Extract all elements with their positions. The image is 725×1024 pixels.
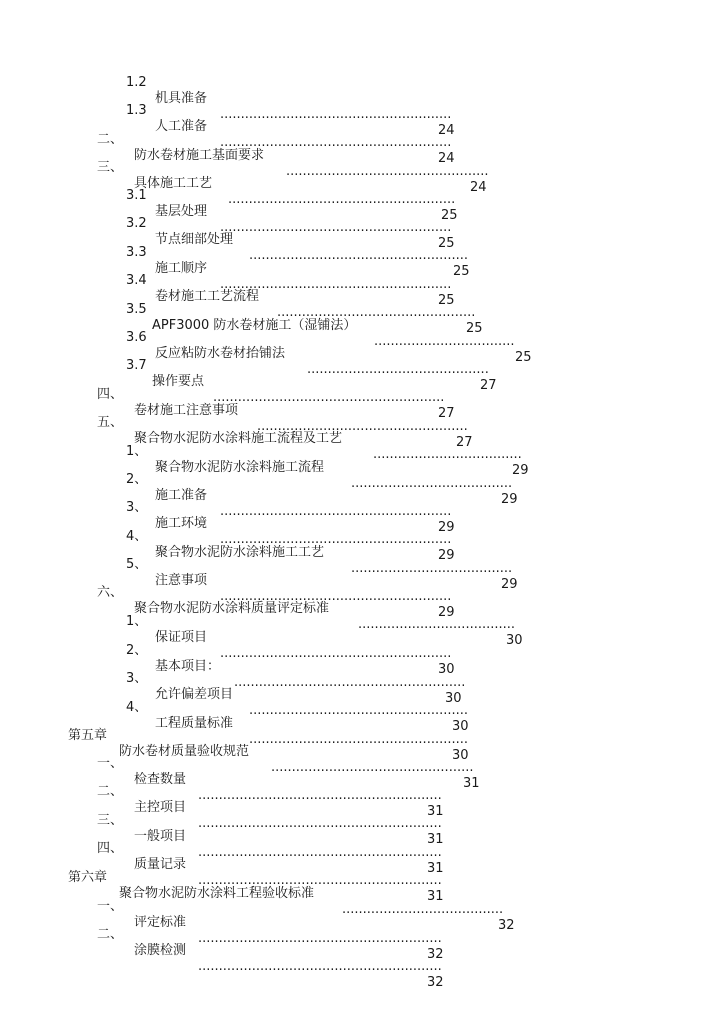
toc-title: 评定标准 — [134, 915, 187, 930]
toc-page-number: 27 — [438, 406, 455, 421]
toc-leader-dots: ........................................................ — [220, 504, 452, 519]
toc-leader-dots: ................................................... — [257, 419, 468, 434]
toc-title: 检查数量 — [134, 772, 187, 787]
toc-page-number: 25 — [438, 293, 455, 308]
toc-page-number: 27 — [456, 435, 473, 450]
toc-title: 聚合物水泥防水涂料质量评定标准 — [134, 601, 330, 616]
toc-title: 卷材施工注意事项 — [134, 403, 239, 418]
toc-leader-dots: ........................................................ — [220, 646, 452, 661]
toc-page-number: 29 — [501, 492, 518, 507]
toc-number: 四、 — [97, 387, 124, 402]
toc-page-number: 27 — [480, 378, 497, 393]
toc-title: APF3000 防水卷材施工（湿铺法） — [152, 318, 357, 333]
toc-leader-dots: ..................................................... — [249, 732, 469, 747]
toc-number: 5、 — [126, 557, 148, 572]
toc-number: 1、 — [126, 614, 148, 629]
toc-leader-dots: ........................................................ — [220, 135, 452, 150]
toc-page-number: 32 — [427, 975, 444, 990]
toc-leader-dots: ................................................. — [271, 760, 474, 775]
toc-page-number: 25 — [438, 236, 455, 251]
toc-title: 涂膜检测 — [134, 943, 187, 958]
toc-leader-dots: ....................................... — [351, 476, 513, 491]
toc-leader-dots: ........................................................... — [198, 788, 442, 803]
toc-title: 防水卷材质量验收规范 — [119, 744, 250, 759]
toc-title: 反应粘防水卷材抬铺法 — [155, 346, 286, 361]
toc-title: 施工环境 — [155, 516, 208, 531]
toc-leader-dots: ....................................................... — [228, 192, 456, 207]
toc-title: 施工准备 — [155, 488, 208, 503]
toc-leader-dots: ........................................................... — [198, 959, 442, 974]
toc-title: 基本项目： — [155, 659, 221, 674]
toc-leader-dots: ........................................................... — [198, 931, 442, 946]
toc-title: 节点细部处理 — [155, 232, 234, 247]
toc-page-number: 29 — [438, 605, 455, 620]
toc-leader-dots: ....................................... — [342, 902, 504, 917]
toc-leader-dots: ........................................................... — [198, 845, 442, 860]
toc-page-number: 31 — [427, 804, 444, 819]
toc-title: 机具准备 — [155, 91, 208, 106]
toc-page-number: 31 — [463, 776, 480, 791]
toc-number: 3.2 — [126, 216, 147, 231]
toc-number: 3.7 — [126, 358, 147, 373]
toc-number: 3、 — [126, 500, 148, 515]
toc-leader-dots: ............................................ — [307, 362, 489, 377]
toc-title: 基层处理 — [155, 204, 208, 219]
toc-page-number: 30 — [452, 748, 469, 763]
toc-number: 六、 — [97, 585, 124, 600]
toc-title: 聚合物水泥防水涂料工程验收标准 — [119, 886, 315, 901]
toc-title: 卷材施工工艺流程 — [155, 289, 260, 304]
toc-leader-dots: .................................. — [374, 334, 515, 349]
toc-title: 一般项目 — [134, 829, 187, 844]
toc-page-number: 29 — [501, 577, 518, 592]
toc-leader-dots: ........................................................ — [234, 675, 466, 690]
toc-page-number: 31 — [427, 889, 444, 904]
toc-leader-dots: ................................................. — [286, 164, 489, 179]
toc-page-number: 29 — [438, 520, 455, 535]
toc-leader-dots: ........................................................ — [220, 107, 452, 122]
toc-page-number: 29 — [512, 463, 529, 478]
toc-title: 注意事项 — [155, 573, 208, 588]
toc-title: 主控项目 — [134, 800, 187, 815]
toc-number: 2、 — [126, 472, 148, 487]
toc-number: 1.2 — [126, 75, 147, 90]
toc-title: 操作要点 — [152, 374, 205, 389]
toc-page-number: 31 — [427, 832, 444, 847]
toc-title: 人工准备 — [155, 119, 208, 134]
toc-leader-dots: ....................................... — [351, 561, 513, 576]
toc-title: 允许偏差项目 — [155, 687, 234, 702]
toc-page-number: 30 — [506, 633, 523, 648]
toc-leader-dots: ........................................................ — [220, 532, 452, 547]
toc-number: 第六章 — [68, 870, 108, 885]
toc-number: 一、 — [97, 756, 124, 771]
toc-page-number: 30 — [452, 719, 469, 734]
toc-title: 聚合物水泥防水涂料施工工艺 — [155, 545, 325, 560]
toc-leader-dots: ........................................................... — [198, 816, 442, 831]
toc-number: 3.4 — [126, 273, 147, 288]
toc-leader-dots: ........................................................ — [220, 277, 452, 292]
toc-title: 具体施工工艺 — [134, 176, 213, 191]
toc-number: 三、 — [97, 813, 124, 828]
toc-number: 二、 — [97, 132, 124, 147]
toc-leader-dots: ........................................................... — [198, 873, 442, 888]
toc-number: 4、 — [126, 529, 148, 544]
toc-page-number: 25 — [441, 208, 458, 223]
toc-leader-dots: ................................................ — [277, 305, 476, 320]
toc-number: 一、 — [97, 899, 124, 914]
toc-page-number: 25 — [453, 264, 470, 279]
toc-number: 3、 — [126, 671, 148, 686]
toc-number: 第五章 — [68, 728, 108, 743]
toc-page-number: 30 — [438, 662, 455, 677]
toc-number: 3.1 — [126, 188, 147, 203]
toc-leader-dots: .................................... — [373, 447, 522, 462]
toc-page-number: 32 — [427, 947, 444, 962]
toc-leader-dots: ...................................... — [358, 617, 516, 632]
toc-page-number: 24 — [470, 180, 487, 195]
toc-number: 二、 — [97, 784, 124, 799]
toc-page-number: 25 — [515, 350, 532, 365]
toc-number: 三、 — [97, 160, 124, 175]
toc-title: 质量记录 — [134, 857, 187, 872]
toc-leader-dots: ........................................................ — [220, 589, 452, 604]
toc-number: 3.5 — [126, 302, 147, 317]
toc-page-number: 31 — [427, 861, 444, 876]
toc-leader-dots: ..................................................... — [249, 703, 469, 718]
toc-number: 4、 — [126, 700, 148, 715]
toc-page-number: 32 — [498, 918, 515, 933]
toc-page-number: 29 — [438, 548, 455, 563]
toc-number: 2、 — [126, 643, 148, 658]
toc-title: 保证项目 — [155, 630, 208, 645]
toc-number: 四、 — [97, 841, 124, 856]
toc-number: 1、 — [126, 444, 148, 459]
toc-number: 二、 — [97, 927, 124, 942]
toc-page-number: 24 — [438, 151, 455, 166]
toc-number: 3.6 — [126, 330, 147, 345]
toc-page-number: 25 — [466, 321, 483, 336]
toc-title: 聚合物水泥防水涂料施工流程及工艺 — [134, 431, 343, 446]
toc-number: 3.3 — [126, 245, 147, 260]
toc-number: 1.3 — [126, 103, 147, 118]
toc-leader-dots: ........................................................ — [220, 220, 452, 235]
toc-leader-dots: ........................................................ — [213, 390, 445, 405]
toc-title: 工程质量标准 — [155, 716, 234, 731]
toc-page-number: 24 — [438, 123, 455, 138]
toc-title: 聚合物水泥防水涂料施工流程 — [155, 460, 325, 475]
toc-leader-dots: ..................................................... — [249, 248, 469, 263]
toc-title: 施工顺序 — [155, 261, 208, 276]
toc-number: 五、 — [97, 415, 124, 430]
toc-title: 防水卷材施工基面要求 — [134, 148, 265, 163]
toc-page-number: 30 — [445, 691, 462, 706]
